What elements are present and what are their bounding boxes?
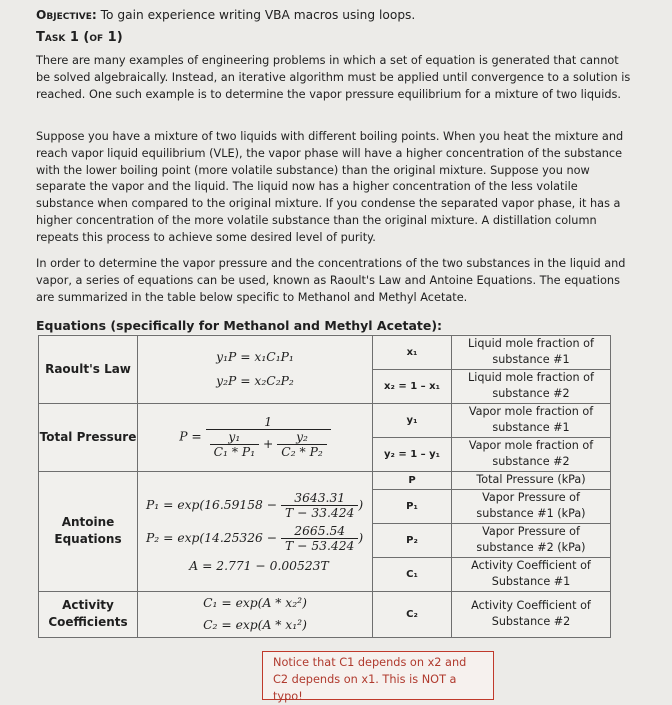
symbol-y1: y₁ <box>373 403 452 437</box>
antoine-p1-den: T − 33.424 <box>285 506 355 520</box>
total-denominator <box>206 430 331 459</box>
symbol-p2: P₂ <box>373 523 452 557</box>
antoine-a-eq: A = 2.771 − 0.00523T <box>189 559 329 573</box>
raoult-eq-1: y₁P = x₁C₁P₁ <box>216 350 294 364</box>
activity-eq-2: C₂ = exp(A * x₁²) <box>203 618 307 632</box>
desc-p1: Vapor Pressure of substance #1 (kPa) <box>452 489 611 523</box>
term1-den: C₁ * P₁ <box>213 445 256 459</box>
symbol-x1: x₁ <box>373 335 452 369</box>
total-fraction <box>206 415 331 459</box>
antoine-label: Antoine Equations <box>39 471 138 591</box>
desc-x2: Liquid mole fraction of substance #2 <box>452 369 611 403</box>
antoine-p2-num: 2665.54 <box>281 524 358 539</box>
equations-heading: Equations (specifically for Methanol and Methyl Acetate): <box>36 318 443 333</box>
symbol-p1: P₁ <box>373 489 452 523</box>
activity-label: Activity Coefficients <box>39 591 138 637</box>
vle-paragraph: Suppose you have a mixture of two liquids with different boiling points. When you heat the mixture and reach vapor liquid equilibrium (VLE), the vapor phase will have a higher concentration of the substance with the lower boiling point (more volatile substance) than the original mixture. Suppose you now separate the vapor and the liquid. The liquid now has a higher concentration of the less volatile substance when compared to the original mixture. If you condense the separated vapor phase, it has a higher concentration of the more volatile substance than the original mixture. A distillation column repeats this process to achieve some desired level of purity. <box>36 130 624 244</box>
desc-c1: Activity Coefficient of Substance #1 <box>452 557 611 591</box>
desc-p2: Vapor Pressure of substance #2 (kPa) <box>452 523 611 557</box>
term2-num: y₂ <box>277 430 327 445</box>
plus-sign: + <box>263 437 274 451</box>
equations-intro-paragraph: In order to determine the vapor pressure and the concentrations of the two substances in the liquid and vapor, a series of equations can be used, known as Raoult's Law and Antoine Equations. The equations are summarized in the table below specific to Methanol and Methyl Acetate. <box>36 257 626 304</box>
desc-p: Total Pressure (kPa) <box>452 471 611 489</box>
objective-line <box>36 8 415 22</box>
desc-y2: Vapor mole fraction of substance #2 <box>452 437 611 471</box>
antoine-p2-lhs: P₂ = exp(14.25326 − <box>146 531 278 545</box>
total-pressure-equation <box>138 403 373 471</box>
antoine-p2-den: T − 53.424 <box>285 539 355 553</box>
term1-num: y₁ <box>210 430 260 445</box>
objective-text: To gain experience writing VBA macros using loops. <box>100 8 416 22</box>
total-lhs: P = <box>179 429 202 444</box>
equations-table <box>38 334 611 638</box>
antoine-p1-fraction <box>281 491 358 520</box>
term2-fraction <box>277 430 327 459</box>
desc-c2: Activity Coefficient of Substance #2 <box>452 591 611 637</box>
antoine-equations <box>138 471 373 591</box>
antoine-p1-close: ) <box>358 498 364 512</box>
raoult-equations <box>138 335 373 403</box>
symbol-c1: C₁ <box>373 557 452 591</box>
raoult-eq-2: y₂P = x₂C₂P₂ <box>216 374 294 388</box>
symbol-c2: C₂ <box>373 591 452 637</box>
antoine-p2-fraction <box>281 524 358 553</box>
total-pressure-label: Total Pressure <box>39 403 138 471</box>
desc-y1: Vapor mole fraction of substance #1 <box>452 403 611 437</box>
term2-den: C₂ * P₂ <box>281 445 323 459</box>
total-numerator: 1 <box>206 415 331 430</box>
task-title: Task 1 (of 1) <box>36 30 123 45</box>
desc-x1: Liquid mole fraction of substance #1 <box>452 335 611 369</box>
antoine-p2-close: ) <box>358 531 364 545</box>
objective-label: Objective: <box>36 8 97 22</box>
symbol-x2: x₂ = 1 – x₁ <box>373 369 452 403</box>
typo-notice: Notice that C1 depends on x2 and C2 depends on x1. This is NOT a typo! <box>262 651 494 700</box>
symbol-p: P <box>373 471 452 489</box>
symbol-y2: y₂ = 1 – y₁ <box>373 437 452 471</box>
antoine-p2 <box>146 524 372 553</box>
activity-eq-1: C₁ = exp(A * x₂²) <box>203 596 307 610</box>
antoine-p1-num: 3643.31 <box>281 491 358 506</box>
term1-fraction <box>210 430 260 459</box>
intro-paragraph: There are many examples of engineering problems in which a set of equation is generated that cannot be solved algebraically. Instead, an iterative algorithm must be applied until convergence to a solution is reached. One such example is to determine the vapor pressure equilibrium for a mixture of two liquids. <box>36 54 631 101</box>
antoine-p1-lhs: P₁ = exp(16.59158 − <box>146 498 278 512</box>
antoine-p1 <box>146 491 372 520</box>
activity-equations <box>138 591 373 637</box>
raoult-label: Raoult's Law <box>39 335 138 403</box>
